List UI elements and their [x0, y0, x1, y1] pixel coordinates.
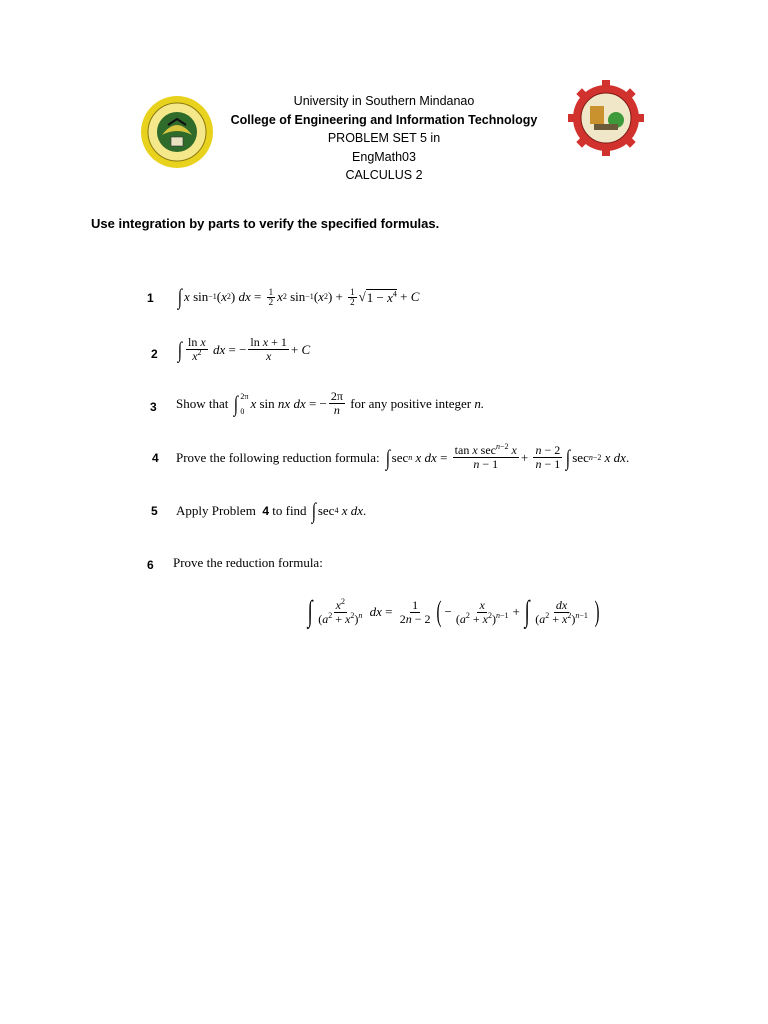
problem-6-prefix: Prove the reduction formula: [173, 555, 323, 570]
course-code: EngMath03 [352, 149, 416, 164]
problem-5-prefix: Apply Problem [176, 503, 256, 518]
problem-number-3: 3 [150, 400, 157, 414]
problem-3-prefix: Show that [176, 395, 229, 411]
problem-1-formula: ∫ x sin −1 ( x 2 ) dx = $\frac{1}{2}$ x 2 sin −1 ( x 2 ) + $\frac{1}{2}$ √ $1 - x^4$ + C [177, 284, 420, 309]
problem-number-1: 1 [147, 291, 154, 305]
document-header [0, 92, 768, 185]
problem-number-2: 2 [151, 347, 158, 361]
problem-number-6: 6 [147, 558, 154, 572]
course-name: CALCULUS 2 [345, 168, 423, 182]
problem-5-ref: 4 [262, 504, 269, 518]
college-name: College of Engineering and Information Technology [230, 112, 538, 127]
instruction-text: Use integration by parts to verify the specified formulas. [91, 216, 440, 231]
problem-3-var: n. [474, 395, 485, 411]
problem-2-formula: ∫ $\frac{\text{ln x}}{x^2}$ dx = − $\frac{\text{ln x + 1}}{x}$ + C [177, 335, 311, 363]
problem-5-formula: Apply Problem 4 to find ∫ sec 4 x dx . [176, 498, 367, 523]
problem-4-prefix: Prove the following reduction formula: [176, 449, 380, 465]
university-name: University in Southern Mindanao [293, 94, 475, 108]
problem-set-title: PROBLEM SET 5 in [327, 131, 441, 145]
problem-4-formula: Prove the following reduction formula: ∫ sec n x dx = $\frac{\tan x \sec^{n-2} x}{n - 1}$ + $\frac{n - 2}{n - 1}$ ∫ sec n−2 x dx . [176, 442, 630, 471]
problem-3-formula: Show that ∫ 2π 0 x sin nx dx = − $\frac{2\pi}{n}$ for any positive integer n. [176, 389, 485, 417]
problem-6-formula: ∫ $\frac{x^2}{(a^2 + x^2)^n}$ dx = $\frac{1}{2n - 2}$ ( − $\frac{x}{(a^2 + x^2)^{n-1}}$ + ∫ $\frac{dx}{(a^2 + x^2)^{n-1}}$ ) [307, 595, 600, 628]
problem-5-suffix: to find [272, 503, 307, 518]
problem-3-suffix: for any positive integer [350, 395, 472, 411]
problem-number-5: 5 [151, 504, 158, 518]
problem-number-4: 4 [152, 451, 159, 465]
